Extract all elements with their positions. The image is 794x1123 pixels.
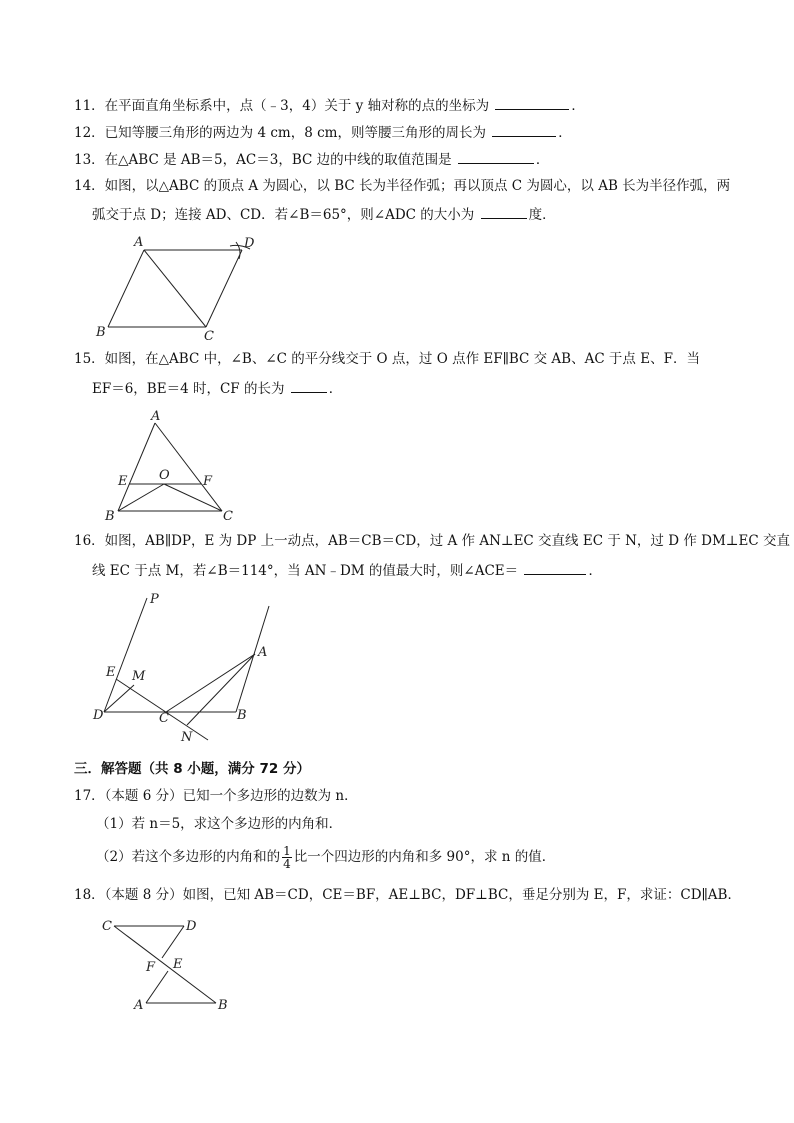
question-15-end: ． xyxy=(328,381,343,397)
question-11-end: ． xyxy=(571,98,585,114)
question-15-line-2-text: EF＝6，BE＝4 时，CF 的长为 xyxy=(92,381,285,397)
label-c: C xyxy=(204,329,214,344)
question-15-line-2 xyxy=(92,377,342,399)
label-c: C xyxy=(223,509,233,524)
answer-blank-16[interactable] xyxy=(524,559,586,575)
label-e: E xyxy=(106,665,116,680)
segment-ab xyxy=(118,423,155,511)
label-c: C xyxy=(102,919,112,934)
segment-ac xyxy=(144,250,206,327)
figure-15 xyxy=(98,407,248,525)
segment-ab xyxy=(108,250,144,327)
section-3-title: 三．解答题（共 8 小题，满分 72 分） xyxy=(74,761,310,777)
question-17-part-2-before: （2）若这个多边形的内角和的 xyxy=(96,849,281,865)
label-a: A xyxy=(134,235,144,250)
label-e: E xyxy=(118,474,128,489)
question-11-text: 11．在平面直角坐标系中，点（﹣3，4）关于 y 轴对称的点的坐标为 xyxy=(74,98,490,114)
question-13-text: 13．在△ABC 是 AB＝5，AC＝3，BC 边的中线的取值范围是 xyxy=(74,152,452,168)
answer-blank-13[interactable] xyxy=(458,148,534,164)
label-a: A xyxy=(258,645,268,660)
label-b: B xyxy=(237,708,247,723)
label-d: D xyxy=(244,236,255,251)
label-f: F xyxy=(203,474,213,489)
fraction-numerator: 1 xyxy=(283,844,291,858)
question-14-line-2-text: 弧交于点 D；连接 AD、CD．若∠B＝65°，则∠ADC 的大小为 xyxy=(92,207,475,223)
label-a: A xyxy=(151,409,161,424)
question-13 xyxy=(74,148,549,170)
figure-18 xyxy=(98,914,238,1018)
segment-ca xyxy=(166,654,255,712)
label-b: B xyxy=(105,509,115,524)
segment-co xyxy=(164,484,222,511)
answer-blank-11[interactable] xyxy=(495,94,569,110)
question-16-end: ． xyxy=(588,563,602,579)
question-12-text: 12．已知等腰三角形的两边为 4 cm，8 cm，则等腰三角形的周长为 xyxy=(74,125,486,141)
segment-cb xyxy=(114,926,216,1003)
label-e: E xyxy=(173,957,183,972)
question-12-end: ． xyxy=(558,125,572,141)
answer-blank-14[interactable] xyxy=(481,203,527,219)
question-11 xyxy=(74,94,585,116)
segment-cd xyxy=(206,250,242,327)
figure-16 xyxy=(88,588,288,748)
question-17-part-2 xyxy=(96,845,555,870)
label-c: C xyxy=(159,711,169,726)
question-17-part-2-after: 比一个四边形的内角和多 90°，求 n 的值． xyxy=(293,849,556,865)
label-d: D xyxy=(93,708,104,723)
label-m: M xyxy=(132,669,146,684)
question-17-part-1: （1）若 n＝5，求这个多边形的内角和． xyxy=(96,816,343,832)
answer-blank-15[interactable] xyxy=(291,377,327,393)
question-15-line-1: 15．如图，在△ABC 中，∠B、∠C 的平分线交于 O 点，过 O 点作 EF∥BC 交 AB、AC 于点 E、F．当 xyxy=(74,351,700,367)
question-18-text: 18．（本题 8 分）如图，已知 AB＝CD，CE＝BF，AE⊥BC，DF⊥BC，垂足分别为 E，F，求证：CD∥AB． xyxy=(74,887,741,903)
label-b: B xyxy=(218,998,228,1013)
segment-df xyxy=(162,926,184,958)
label-n: N xyxy=(181,730,193,745)
question-17-stem: 17．（本题 6 分）已知一个多边形的边数为 n． xyxy=(74,788,358,804)
question-14-end: 度． xyxy=(528,207,556,223)
question-16-line-2-text: 线 EC 于点 M，若∠B＝114°，当 AN﹣DM 的值最大时，则∠ACE＝ xyxy=(92,563,519,579)
label-o: O xyxy=(159,468,170,483)
label-d: D xyxy=(186,919,197,934)
segment-dm xyxy=(104,685,134,712)
question-14-line-1: 14．如图，以△ABC 的顶点 A 为圆心，以 BC 长为半径作弧；再以顶点 C 为圆心，以 AB 长为半径作弧，两 xyxy=(74,178,731,194)
fraction-denominator: 4 xyxy=(283,857,291,871)
segment-ae xyxy=(146,971,168,1003)
fraction-one-quarter xyxy=(282,845,292,870)
figure-14 xyxy=(90,232,270,344)
label-a: A xyxy=(134,998,144,1013)
answer-blank-12[interactable] xyxy=(492,121,556,137)
question-13-end: ． xyxy=(535,152,550,168)
label-f: F xyxy=(146,960,156,975)
segment-ac xyxy=(155,423,222,511)
question-12 xyxy=(74,121,572,143)
question-16-line-2 xyxy=(92,559,602,581)
label-b: B xyxy=(96,325,106,340)
question-14-line-2 xyxy=(92,203,556,225)
question-16-line-1: 16．如图，AB∥DP，E 为 DP 上一动点，AB＝CB＝CD，过 A 作 AN⊥EC 交直线 EC 于 N，过 D 作 DM⊥EC 交直 xyxy=(74,533,790,549)
label-p: P xyxy=(150,592,159,607)
